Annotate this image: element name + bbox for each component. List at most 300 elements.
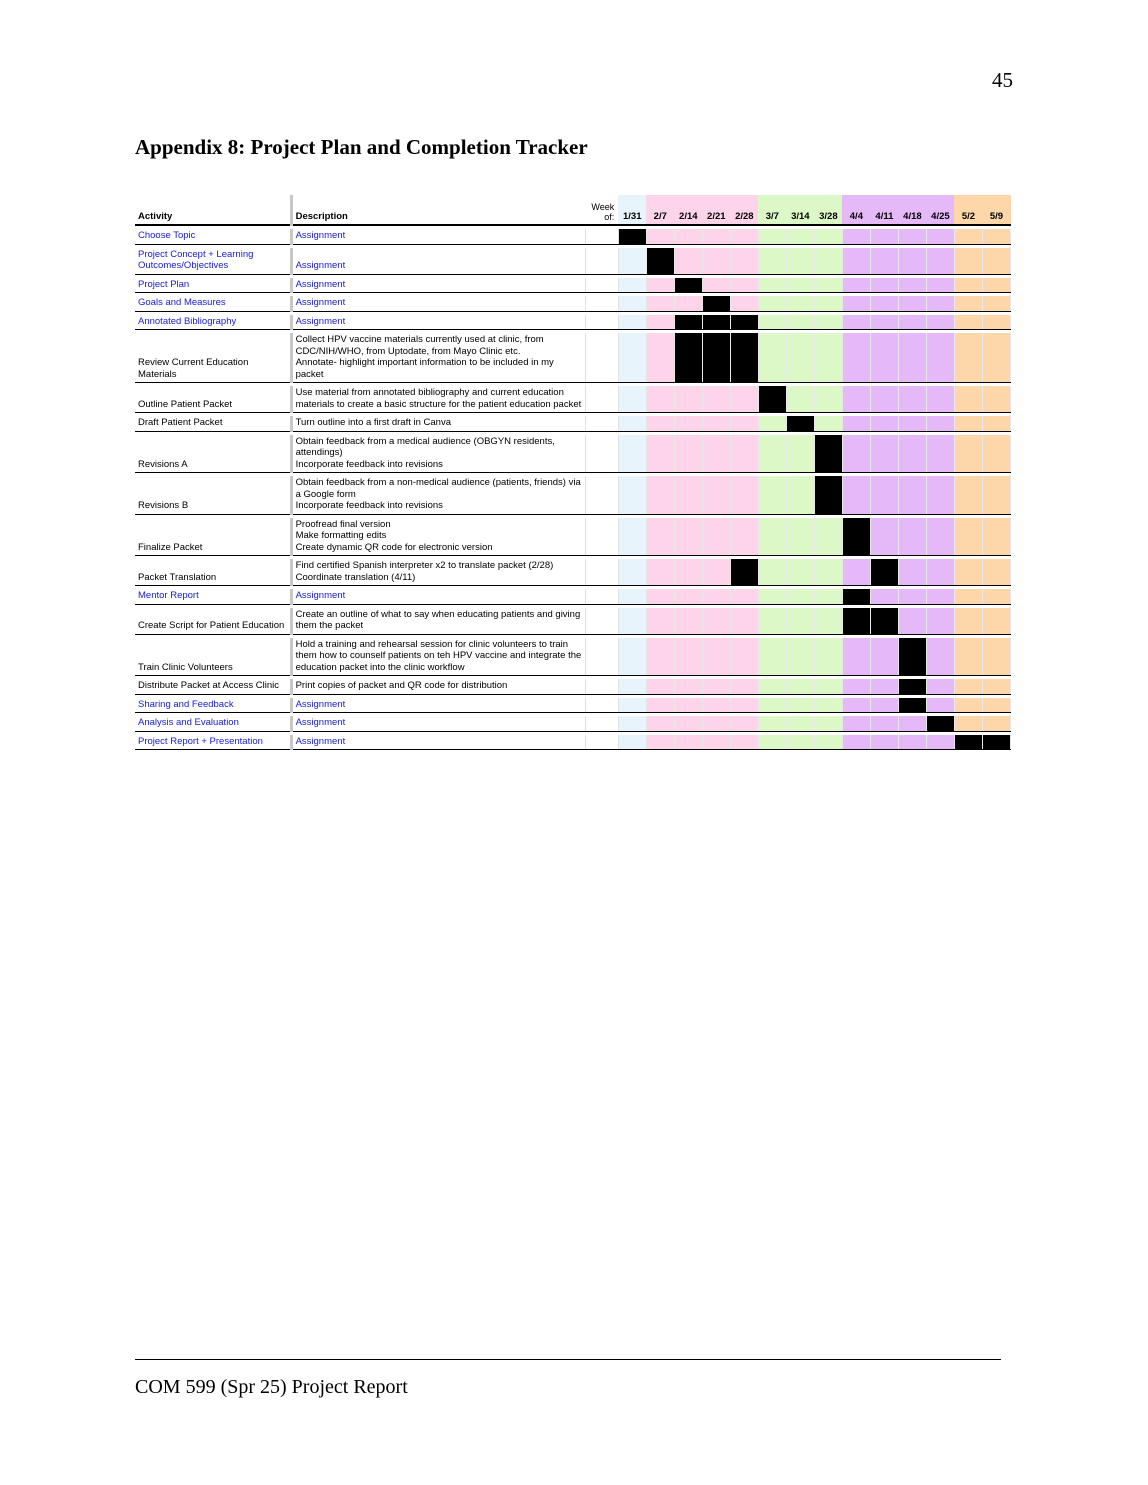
schedule-cell <box>954 229 982 244</box>
schedule-cell <box>982 248 1010 275</box>
completion-marker <box>870 608 898 635</box>
schedule-cell <box>702 278 730 293</box>
week-of-cell <box>585 559 618 586</box>
week-of-cell <box>585 735 618 750</box>
schedule-cell <box>982 333 1010 383</box>
schedule-cell <box>814 386 842 413</box>
schedule-cell <box>926 518 954 556</box>
schedule-cell <box>842 229 870 244</box>
table-row <box>135 278 1011 293</box>
description-cell <box>291 735 585 750</box>
schedule-cell <box>842 315 870 330</box>
schedule-cell <box>646 679 674 694</box>
schedule-cell <box>730 735 758 750</box>
schedule-cell <box>870 679 898 694</box>
schedule-cell <box>814 296 842 311</box>
schedule-cell <box>786 559 814 586</box>
schedule-cell <box>898 229 926 244</box>
schedule-cell <box>814 716 842 731</box>
week-header: 2/28 <box>730 195 758 225</box>
completion-marker <box>814 476 842 514</box>
schedule-cell <box>926 698 954 713</box>
schedule-cell <box>814 333 842 383</box>
schedule-cell <box>618 248 646 275</box>
schedule-cell <box>702 476 730 514</box>
completion-marker <box>674 278 702 293</box>
schedule-cell <box>730 248 758 275</box>
schedule-cell <box>730 638 758 676</box>
description-cell <box>291 386 585 413</box>
schedule-cell <box>870 386 898 413</box>
schedule-cell <box>786 229 814 244</box>
schedule-cell <box>674 559 702 586</box>
schedule-cell <box>786 386 814 413</box>
schedule-cell <box>618 278 646 293</box>
schedule-cell <box>898 416 926 431</box>
schedule-cell <box>618 735 646 750</box>
schedule-cell <box>926 296 954 311</box>
schedule-cell <box>814 518 842 556</box>
schedule-cell <box>786 638 814 676</box>
schedule-cell <box>702 386 730 413</box>
schedule-cell <box>842 248 870 275</box>
schedule-cell <box>758 698 786 713</box>
schedule-cell <box>982 608 1010 635</box>
activity-column-header: Activity <box>135 195 291 225</box>
tracker-body <box>135 225 1011 750</box>
schedule-cell <box>842 435 870 473</box>
schedule-cell <box>618 608 646 635</box>
schedule-cell <box>730 608 758 635</box>
footer-text: COM 599 (Spr 25) Project Report <box>135 1376 408 1398</box>
week-header: 3/28 <box>814 195 842 225</box>
schedule-cell <box>702 248 730 275</box>
schedule-cell <box>674 589 702 604</box>
schedule-cell <box>758 638 786 676</box>
assignment-link[interactable]: Assignment <box>295 735 346 747</box>
schedule-cell <box>646 416 674 431</box>
schedule-cell <box>954 518 982 556</box>
schedule-cell <box>730 518 758 556</box>
schedule-cell <box>842 698 870 713</box>
schedule-cell <box>618 518 646 556</box>
schedule-cell <box>898 735 926 750</box>
schedule-cell <box>646 386 674 413</box>
schedule-cell <box>982 229 1010 244</box>
schedule-cell <box>926 638 954 676</box>
schedule-cell <box>870 296 898 311</box>
week-header: 1/31 <box>618 195 646 225</box>
schedule-cell <box>814 229 842 244</box>
description-cell <box>291 476 585 514</box>
week-of-cell <box>585 416 618 431</box>
schedule-cell <box>702 559 730 586</box>
schedule-cell <box>786 589 814 604</box>
description-cell <box>291 248 585 275</box>
schedule-cell <box>842 679 870 694</box>
schedule-cell <box>898 278 926 293</box>
schedule-cell <box>870 518 898 556</box>
schedule-cell <box>814 589 842 604</box>
schedule-cell <box>758 608 786 635</box>
schedule-cell <box>926 315 954 330</box>
week-of-cell <box>585 476 618 514</box>
completion-marker <box>758 386 786 413</box>
schedule-cell <box>758 735 786 750</box>
table-row <box>135 679 1011 694</box>
schedule-cell <box>786 476 814 514</box>
schedule-cell <box>870 229 898 244</box>
assignment-link[interactable]: Assignment <box>295 698 346 710</box>
description-cell <box>291 416 585 431</box>
schedule-cell <box>618 296 646 311</box>
completion-marker <box>674 333 702 383</box>
schedule-cell <box>842 333 870 383</box>
table-row <box>135 518 1011 556</box>
completion-marker <box>842 608 870 635</box>
schedule-cell <box>814 679 842 694</box>
schedule-cell <box>618 333 646 383</box>
description-column-header: Description <box>291 195 585 225</box>
schedule-cell <box>674 248 702 275</box>
description-cell <box>291 278 585 293</box>
schedule-cell <box>786 716 814 731</box>
schedule-cell <box>702 416 730 431</box>
schedule-cell <box>646 589 674 604</box>
assignment-link[interactable]: Assignment <box>295 260 346 271</box>
description-line: Collect HPV vaccine materials currently used at clinic, from CDC/NIH/WHO, from Uptodate, from Mayo Clinic etc. <box>295 334 544 357</box>
schedule-cell <box>674 518 702 556</box>
week-of-cell <box>585 518 618 556</box>
schedule-cell <box>898 608 926 635</box>
description-cell <box>291 608 585 635</box>
schedule-cell <box>646 716 674 731</box>
schedule-cell <box>926 416 954 431</box>
table-row <box>135 386 1011 413</box>
week-of-cell <box>585 589 618 604</box>
schedule-cell <box>870 333 898 383</box>
description-line: Incorporate feedback into revisions <box>295 458 443 470</box>
week-of-column-header: Week of: <box>585 195 618 225</box>
schedule-cell <box>814 698 842 713</box>
footer-divider <box>135 1359 1001 1360</box>
schedule-cell <box>842 278 870 293</box>
schedule-cell <box>702 638 730 676</box>
completion-marker <box>702 333 730 383</box>
completion-marker <box>898 679 926 694</box>
activity-cell: Revisions B <box>135 476 291 514</box>
schedule-cell <box>730 386 758 413</box>
week-of-cell <box>585 608 618 635</box>
week-of-cell <box>585 638 618 676</box>
schedule-cell <box>730 698 758 713</box>
schedule-cell <box>674 296 702 311</box>
week-of-cell <box>585 296 618 311</box>
schedule-cell <box>758 559 786 586</box>
schedule-cell <box>982 278 1010 293</box>
description-cell <box>291 435 585 473</box>
description-cell <box>291 559 585 586</box>
description-cell <box>291 716 585 731</box>
page-title: Appendix 8: Project Plan and Completion Tracker <box>135 135 588 159</box>
schedule-cell <box>954 679 982 694</box>
completion-marker <box>730 559 758 586</box>
activity-cell: Revisions A <box>135 435 291 473</box>
activity-cell[interactable]: Goals and Measures <box>135 296 291 311</box>
schedule-cell <box>814 416 842 431</box>
table-row <box>135 559 1011 586</box>
schedule-cell <box>702 229 730 244</box>
schedule-cell <box>870 248 898 275</box>
description-line: Turn outline into a first draft in Canva <box>295 417 451 428</box>
schedule-cell <box>870 589 898 604</box>
table-row <box>135 315 1011 330</box>
schedule-cell <box>618 559 646 586</box>
schedule-cell <box>702 698 730 713</box>
schedule-cell <box>758 679 786 694</box>
week-of-cell <box>585 698 618 713</box>
schedule-cell <box>926 278 954 293</box>
week-of-cell <box>585 315 618 330</box>
schedule-cell <box>674 416 702 431</box>
schedule-cell <box>758 435 786 473</box>
schedule-cell <box>954 278 982 293</box>
schedule-cell <box>730 476 758 514</box>
assignment-link[interactable]: Assignment <box>295 297 346 308</box>
schedule-cell <box>926 248 954 275</box>
schedule-cell <box>758 248 786 275</box>
week-of-cell <box>585 333 618 383</box>
completion-marker <box>702 315 730 330</box>
table-row <box>135 735 1011 750</box>
activity-cell[interactable]: Project Plan <box>135 278 291 293</box>
schedule-cell <box>982 698 1010 713</box>
description-line: Obtain feedback from a medical audience (OBGYN residents, attendings) <box>295 435 555 458</box>
schedule-cell <box>786 735 814 750</box>
description-cell <box>291 698 585 713</box>
project-tracker-table <box>135 195 1011 750</box>
table-row <box>135 589 1011 604</box>
schedule-cell <box>954 386 982 413</box>
schedule-cell <box>786 315 814 330</box>
schedule-cell <box>982 416 1010 431</box>
description-cell <box>291 679 585 694</box>
description-line: Incorporate feedback into revisions <box>295 500 443 511</box>
activity-cell[interactable]: Annotated Bibliography <box>135 315 291 330</box>
schedule-cell <box>618 416 646 431</box>
schedule-cell <box>842 638 870 676</box>
completion-marker <box>982 735 1010 750</box>
completion-marker <box>702 296 730 311</box>
schedule-cell <box>870 698 898 713</box>
description-cell <box>291 296 585 311</box>
schedule-cell <box>786 278 814 293</box>
schedule-cell <box>954 559 982 586</box>
schedule-cell <box>674 608 702 635</box>
activity-cell: Create Script for Patient Education <box>135 608 291 635</box>
schedule-cell <box>926 386 954 413</box>
schedule-cell <box>702 735 730 750</box>
schedule-cell <box>730 679 758 694</box>
schedule-cell <box>674 716 702 731</box>
schedule-cell <box>758 518 786 556</box>
schedule-cell <box>674 679 702 694</box>
schedule-cell <box>814 638 842 676</box>
schedule-cell <box>898 386 926 413</box>
schedule-cell <box>786 333 814 383</box>
schedule-cell <box>842 416 870 431</box>
assignment-link[interactable]: Assignment <box>295 230 346 241</box>
schedule-cell <box>982 435 1010 473</box>
schedule-cell <box>954 638 982 676</box>
schedule-cell <box>982 518 1010 556</box>
schedule-cell <box>870 716 898 731</box>
schedule-cell <box>646 229 674 244</box>
schedule-cell <box>982 315 1010 330</box>
table-row <box>135 248 1011 275</box>
schedule-cell <box>730 716 758 731</box>
activity-cell[interactable]: Choose Topic <box>135 229 291 244</box>
week-of-cell <box>585 248 618 275</box>
schedule-cell <box>758 476 786 514</box>
schedule-cell <box>674 638 702 676</box>
table-row <box>135 638 1011 676</box>
schedule-cell <box>646 608 674 635</box>
activity-cell: Packet Translation <box>135 559 291 586</box>
description-line: Create dynamic QR code for electronic version <box>295 541 493 553</box>
schedule-cell <box>702 608 730 635</box>
schedule-cell <box>618 315 646 330</box>
schedule-cell <box>870 735 898 750</box>
schedule-cell <box>842 559 870 586</box>
schedule-cell <box>926 559 954 586</box>
assignment-link[interactable]: Assignment <box>295 278 346 290</box>
assignment-link[interactable]: Assignment <box>295 315 346 327</box>
schedule-cell <box>646 278 674 293</box>
activity-cell: Draft Patient Packet <box>135 416 291 431</box>
week-header: 3/14 <box>786 195 814 225</box>
table-row <box>135 608 1011 635</box>
schedule-cell <box>786 435 814 473</box>
schedule-cell <box>954 716 982 731</box>
week-header: 4/25 <box>926 195 954 225</box>
activity-cell[interactable]: Mentor Report <box>135 589 291 604</box>
schedule-cell <box>758 333 786 383</box>
schedule-cell <box>814 315 842 330</box>
activity-cell[interactable]: Project Concept + Learning Outcomes/Objectives <box>135 248 291 275</box>
week-header: 4/11 <box>870 195 898 225</box>
schedule-cell <box>730 296 758 311</box>
schedule-cell <box>842 716 870 731</box>
description-line: Make formatting edits <box>295 530 387 541</box>
description-line: Obtain feedback from a non-medical audience (patients, friends) via a Google form <box>295 477 581 500</box>
week-header: 2/7 <box>646 195 674 225</box>
description-cell <box>291 638 585 676</box>
schedule-cell <box>870 638 898 676</box>
description-cell <box>291 333 585 383</box>
schedule-cell <box>926 476 954 514</box>
assignment-link[interactable]: Assignment <box>295 717 346 728</box>
schedule-cell <box>870 416 898 431</box>
schedule-cell <box>870 315 898 330</box>
schedule-cell <box>730 589 758 604</box>
schedule-cell <box>954 333 982 383</box>
week-header: 4/18 <box>898 195 926 225</box>
schedule-cell <box>702 589 730 604</box>
activity-cell[interactable]: Analysis and Evaluation <box>135 716 291 731</box>
schedule-cell <box>814 735 842 750</box>
schedule-cell <box>842 386 870 413</box>
schedule-cell <box>674 435 702 473</box>
schedule-cell <box>954 698 982 713</box>
schedule-cell <box>926 679 954 694</box>
schedule-cell <box>898 435 926 473</box>
activity-cell: Finalize Packet <box>135 518 291 556</box>
schedule-cell <box>618 679 646 694</box>
schedule-cell <box>786 679 814 694</box>
schedule-cell <box>618 386 646 413</box>
schedule-cell <box>954 589 982 604</box>
completion-marker <box>730 333 758 383</box>
schedule-cell <box>870 476 898 514</box>
schedule-cell <box>814 559 842 586</box>
schedule-cell <box>954 476 982 514</box>
schedule-cell <box>618 698 646 713</box>
schedule-cell <box>842 476 870 514</box>
schedule-cell <box>786 248 814 275</box>
table-row <box>135 716 1011 731</box>
week-of-cell <box>585 386 618 413</box>
schedule-cell <box>674 386 702 413</box>
schedule-cell <box>674 229 702 244</box>
schedule-cell <box>926 333 954 383</box>
schedule-cell <box>898 518 926 556</box>
schedule-cell <box>618 435 646 473</box>
activity-cell[interactable]: Project Report + Presentation <box>135 735 291 750</box>
description-line: Hold a training and rehearsal session for clinic volunteers to train them how to counself patients on teh HPV vaccine and integrate the education packet into the clinic workflow <box>295 638 582 673</box>
description-line: Print copies of packet and QR code for distribution <box>295 680 508 691</box>
schedule-cell <box>814 608 842 635</box>
schedule-cell <box>954 416 982 431</box>
schedule-cell <box>646 476 674 514</box>
assignment-link[interactable]: Assignment <box>295 590 346 601</box>
schedule-cell <box>618 476 646 514</box>
schedule-cell <box>674 698 702 713</box>
completion-marker <box>814 435 842 473</box>
schedule-cell <box>898 589 926 604</box>
schedule-cell <box>786 608 814 635</box>
schedule-cell <box>786 296 814 311</box>
schedule-cell <box>702 679 730 694</box>
activity-cell: Distribute Packet at Access Clinic <box>135 679 291 694</box>
page-number: 45 <box>992 68 1013 92</box>
schedule-cell <box>898 248 926 275</box>
schedule-cell <box>870 278 898 293</box>
schedule-cell <box>646 315 674 330</box>
completion-marker <box>926 716 954 731</box>
week-header: 2/21 <box>702 195 730 225</box>
schedule-cell <box>702 435 730 473</box>
schedule-cell <box>786 698 814 713</box>
schedule-cell <box>646 333 674 383</box>
schedule-cell <box>674 735 702 750</box>
schedule-cell <box>982 589 1010 604</box>
schedule-cell <box>646 296 674 311</box>
completion-marker <box>646 248 674 275</box>
completion-marker <box>842 518 870 556</box>
activity-cell[interactable]: Sharing and Feedback <box>135 698 291 713</box>
schedule-cell <box>730 278 758 293</box>
